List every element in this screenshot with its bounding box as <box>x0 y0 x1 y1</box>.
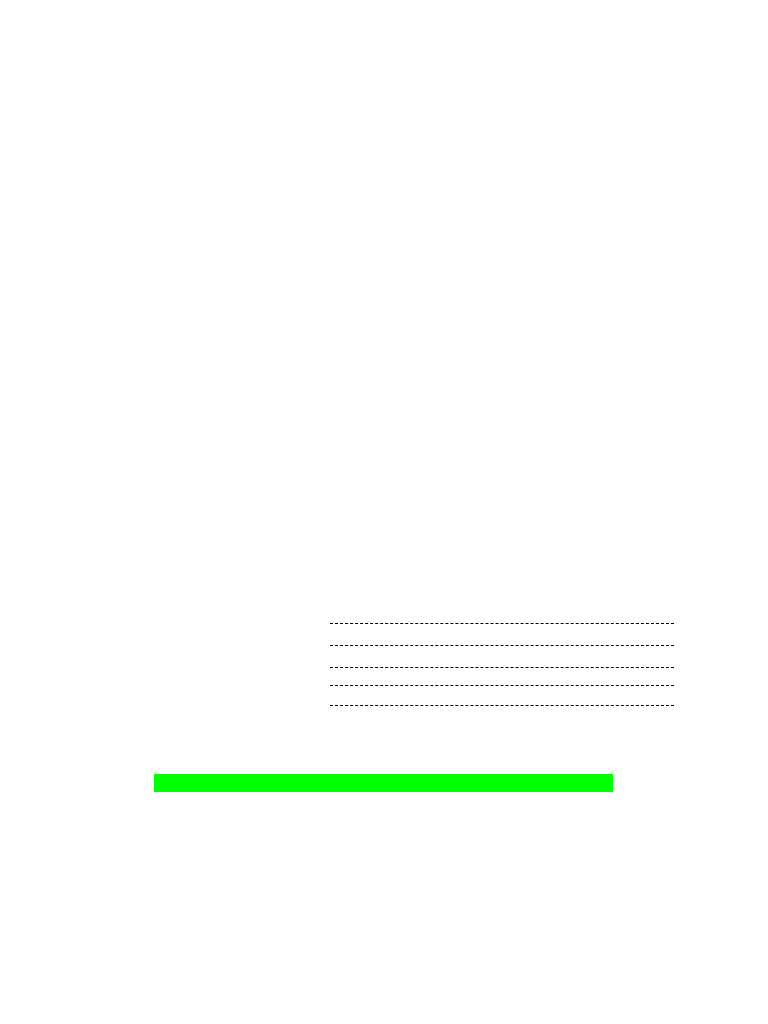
note-banner <box>154 774 613 792</box>
module-code-field[interactable] <box>330 649 674 668</box>
name-field[interactable] <box>330 605 674 624</box>
student-number-field[interactable] <box>330 627 674 646</box>
date-field[interactable] <box>330 687 674 706</box>
signature-field[interactable] <box>330 667 674 686</box>
